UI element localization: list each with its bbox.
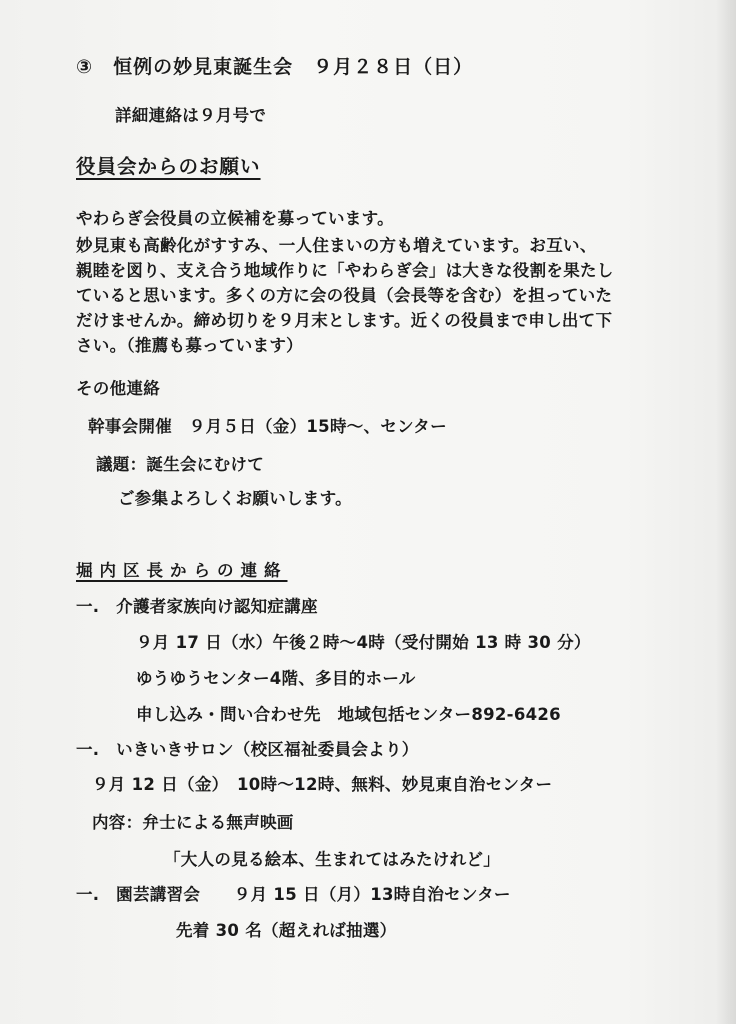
item2-film: 「大人の見る絵本、生まれてはみたけれど」	[164, 850, 500, 869]
board-request-line: ていると思います。多くの方に会の役員（会長等を含む）を担っていた	[76, 286, 613, 305]
board-request-line: だけませんか。締め切りを９月末とします。近くの役員まで申し出て下	[76, 311, 613, 330]
meeting-info: 幹事会開催 ９月５日（金）15時～、センター	[88, 417, 447, 436]
event-title: ③ 恒例の妙見東誕生会 ９月２８日（日）	[76, 56, 474, 78]
board-request-heading: 役員会からのお願い	[76, 155, 261, 178]
item2-content: 内容：弁士による無声映画	[92, 813, 294, 832]
ward-heading: 堀内区長からの連絡	[76, 561, 288, 580]
meeting-closing: ご参集よろしくお願いします。	[118, 489, 352, 508]
event-detail: 詳細連絡は９月号で	[115, 106, 267, 125]
meeting-topic: 議題：誕生会にむけて	[96, 455, 264, 474]
item3-note: 先着 30 名（超えれば抽選）	[176, 921, 397, 940]
other-heading: その他連絡	[76, 379, 160, 398]
item2-title: 一. いきいきサロン（校区福祉委員会より）	[76, 740, 419, 759]
board-request-line: 妙見東も高齢化がすすみ、一人住まいの方も増えています。お互い、	[76, 236, 597, 255]
board-request-line: 親睦を図り、支え合う地域作りに「やわらぎ会」は大きな役割を果たし	[76, 261, 614, 280]
item1-contact: 申し込み・問い合わせ先 地域包括センター892-6426	[136, 705, 561, 724]
board-request-line: さい。（推薦も募っています）	[76, 336, 303, 355]
page-fold-shadow	[716, 0, 736, 1024]
item1-place: ゆうゆうセンター4階、多目的ホール	[136, 669, 416, 688]
item3-title: 一. 園芸講習会 ９月 15 日（月）13時自治センター	[76, 885, 511, 904]
board-request-line: やわらぎ会役員の立候補を募っています。	[76, 209, 394, 228]
item1-title: 一. 介護者家族向け認知症講座	[76, 597, 318, 616]
item1-time: ９月 17 日（水）午後２時～4時（受付開始 13 時 30 分）	[136, 633, 591, 652]
item2-time: ９月 12 日（金） 10時～12時、無料、妙見東自治センター	[92, 775, 553, 794]
